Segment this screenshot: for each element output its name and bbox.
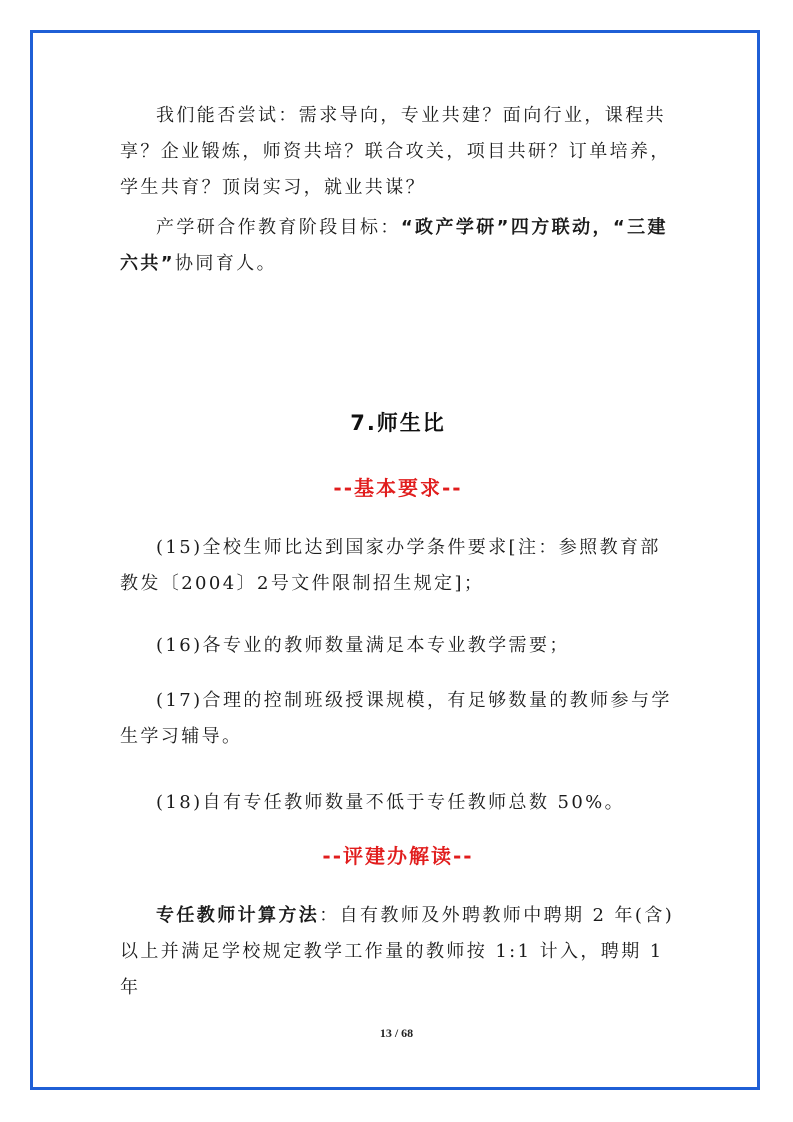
- basic-requirements-heading: --基本要求--: [333, 476, 463, 500]
- goal-paragraph: [120, 210, 676, 282]
- requirement-15: [120, 530, 676, 602]
- goal-bold: “政产学研”四方联动，“三建六共”: [120, 217, 668, 274]
- goal-prefix: 产学研合作教育阶段目标：: [156, 217, 401, 238]
- requirement-text: (17)合理的控制班级授课规模，有足够数量的教师参与学生学习辅导。: [120, 690, 672, 747]
- interpretation-text: [120, 898, 676, 1006]
- page-number: 13 / 68: [379, 1026, 414, 1040]
- interpretation-term: 专任教师计算方法: [156, 905, 320, 926]
- intro-paragraph: 我们能否尝试：需求导向，专业共建？面向行业，课程共享？企业锻炼，师资共培？联合攻关，项目共研？订单培养，学生共育？顶岗实习，就业共谋？: [120, 105, 671, 198]
- section-title: 7.师生比: [350, 411, 446, 435]
- requirement-17: [120, 683, 676, 755]
- requirement-text: (18)自有专任教师数量不低于专任教师总数 50%。: [156, 792, 626, 813]
- requirement-text: (15)全校生师比达到国家办学条件要求[注：参照教育部教发〔2004〕2号文件限制招生规定]；: [120, 537, 661, 594]
- requirement-18: [120, 785, 676, 821]
- interpretation-paragraph: [120, 898, 676, 1006]
- requirement-16: [120, 628, 676, 664]
- interpretation-body: ：自有教师及外聘教师中聘期 2 年(含)以上并满足学校规定教学工作量的教师按 1:1 计入，聘期 1 年: [120, 905, 675, 998]
- interpretation-heading: --评建办解读--: [322, 844, 474, 868]
- intro-section: [120, 98, 676, 282]
- requirement-text: (16)各专业的教师数量满足本专业教学需要；: [156, 635, 570, 656]
- goal-suffix: 协同育人。: [175, 253, 278, 274]
